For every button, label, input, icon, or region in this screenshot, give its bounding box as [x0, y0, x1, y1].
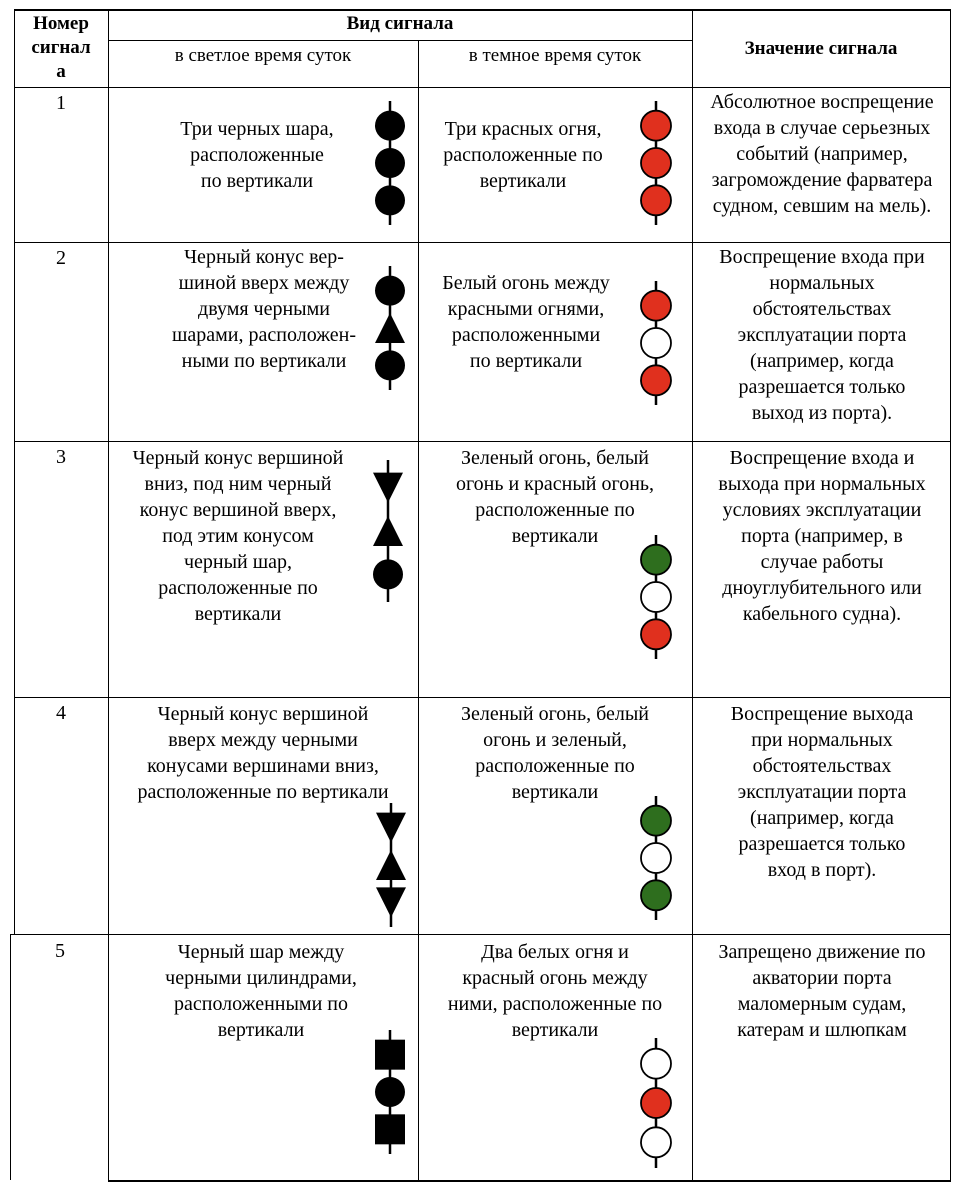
header-sub-divider	[108, 40, 693, 41]
signal-light-red	[641, 185, 671, 215]
row-divider-4	[10, 934, 951, 935]
signal-light-white	[641, 1127, 671, 1157]
row-2-meaning: Воспрещение входа при нормальных обстоятельствах эксплуатации порта (например, когда разрешается только выход из порта).	[719, 246, 925, 424]
signal-light-green	[641, 545, 671, 575]
header-view: Вид сигнала	[346, 13, 454, 34]
column-divider-meaning	[692, 9, 693, 1181]
signal-light-white	[641, 328, 671, 358]
row-3-night-text: Зеленый огонь, белый огонь и красный огонь, расположенные по вертикали	[455, 447, 655, 547]
row-1-day-text: Три черных шара, расположенные по вертикали	[180, 118, 334, 192]
header-number: Номер сигнал а	[31, 13, 91, 82]
signal-cone-up	[375, 313, 405, 343]
row-3-meaning: Воспрещение входа и выхода при нормальных условиях эксплуатации порта (например, в случае работы дноуглубительного или кабельного судна).	[718, 447, 926, 625]
row-2-day-text: Черный конус вер- шиной вверх между двумя черными шарами, расположен- ными по вертикали	[172, 246, 356, 372]
row-5-meaning: Запрещено движение по акватории порта маломерным судам, катерам и шлюпкам	[718, 941, 926, 1041]
signal-ball	[375, 350, 405, 380]
row-1-number: 1	[56, 92, 66, 114]
row-2-night-signal	[632, 281, 680, 405]
signal-ball	[375, 185, 405, 215]
signal-light-white	[641, 1049, 671, 1079]
row-3-night-signal	[632, 535, 680, 659]
signal-ball	[375, 111, 405, 141]
column-divider-day-night	[418, 40, 419, 1181]
row-3-day-text: Черный конус вершиной вниз, под ним черный конус вершиной вверх, под этим конусом черный шар, расположенные по вертикали	[132, 447, 344, 625]
row-3-day-signal	[364, 460, 412, 602]
header-day: в светлое время суток	[174, 45, 352, 66]
row-5-night-text: Два белых огня и красный огонь между ними, расположенные по вертикали	[447, 941, 663, 1041]
row-5-number: 5	[55, 940, 65, 962]
row-2-number: 2	[56, 247, 66, 269]
signal-cylinder	[375, 1114, 405, 1144]
signal-light-green	[641, 880, 671, 910]
row-divider-header	[14, 87, 951, 88]
signal-cone-down	[376, 813, 406, 843]
row-2-day-signal	[366, 266, 414, 390]
signal-light-red	[641, 619, 671, 649]
signal-cone-down	[373, 473, 403, 503]
signal-ball	[375, 276, 405, 306]
table-border-left	[14, 9, 15, 935]
signal-cone-up	[373, 516, 403, 546]
row-2-night-text: Белый огонь между красными огнями, расположенными по вертикали	[442, 272, 610, 372]
signal-ball	[373, 559, 403, 589]
row-5-day-signal	[366, 1030, 414, 1154]
table-border-right	[950, 9, 951, 1181]
signal-ball	[375, 148, 405, 178]
signal-ball	[375, 1077, 405, 1107]
signal-light-red	[641, 291, 671, 321]
row-1-day-signal	[366, 101, 414, 225]
signal-light-red	[641, 111, 671, 141]
row-3-number: 3	[56, 446, 66, 468]
signal-cone-up	[376, 850, 406, 880]
row-1-meaning: Абсолютное воспрещение входа в случае серьезных событий (например, загромождение фарватера судном, севшим на мель).	[710, 91, 934, 217]
signal-light-red	[641, 365, 671, 395]
row-4-number: 4	[56, 702, 66, 724]
header-night: в темное время суток	[468, 45, 642, 66]
signal-cone-down	[376, 887, 406, 917]
row-4-night-text: Зеленый огонь, белый огонь и зеленый, расположенные по вертикали	[460, 703, 650, 803]
signal-light-red	[641, 1088, 671, 1118]
row-4-day-signal	[367, 803, 415, 927]
signal-light-white	[641, 843, 671, 873]
row-5-night-signal	[632, 1038, 680, 1168]
row-divider-3	[14, 697, 951, 698]
table-border-top	[14, 9, 951, 11]
signal-light-red	[641, 148, 671, 178]
row-divider-2	[14, 441, 951, 442]
header-meaning: Значение сигнала	[744, 38, 898, 59]
signal-cylinder	[375, 1040, 405, 1070]
row-1-night-text: Три красных огня, расположенные по вертикали	[443, 118, 603, 192]
row-divider-1	[14, 242, 951, 243]
row-4-night-signal	[632, 796, 680, 920]
signal-light-white	[641, 582, 671, 612]
signal-light-green	[641, 806, 671, 836]
row-4-meaning: Воспрещение выхода при нормальных обстоятельствах эксплуатации порта (например, когда разрешается только вход в порт).	[730, 703, 914, 881]
row-1-night-signal	[632, 101, 680, 225]
table-border-left-row5	[10, 934, 11, 1180]
row-4-day-text: Черный конус вершиной вверх между черными конусами вершинами вниз, расположенные по вертикали	[137, 703, 389, 803]
column-divider-number	[108, 9, 109, 1181]
table-border-bottom	[108, 1180, 951, 1182]
row-5-day-text: Черный шар между черными цилиндрами, расположенными по вертикали	[165, 941, 357, 1041]
